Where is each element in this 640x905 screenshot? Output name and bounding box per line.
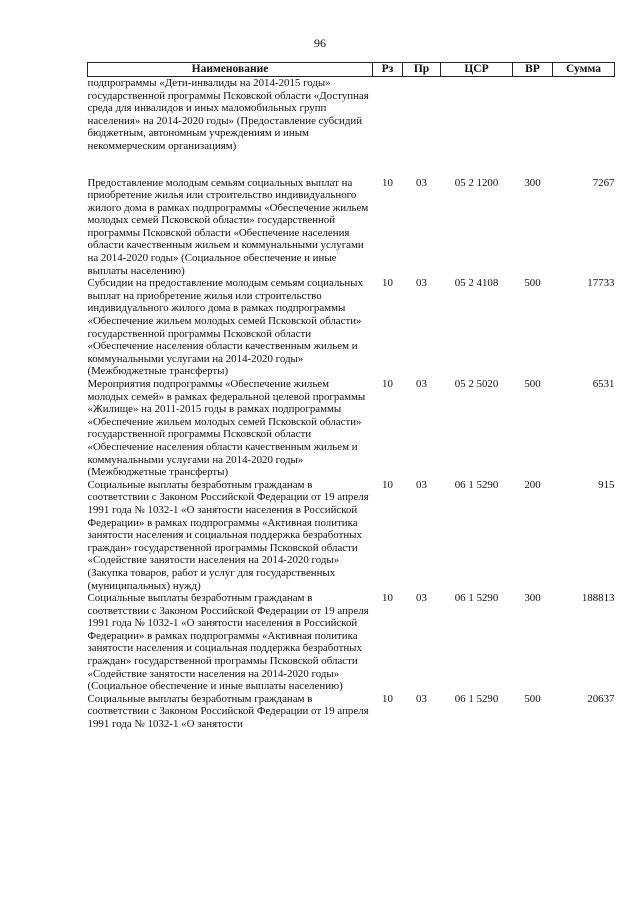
row-name: подпрограммы «Дети-инвалиды на 2014-2015 годы» государственной программы Псковской области «Доступная среда для инвалидов и иных маломобильных групп населения» на 2014-2020 годы» (Предоставление субсидий бюджетным, автономным учреждениям и иным некоммерческим организациям): [87, 77, 369, 152]
column-header-name: Наименование: [88, 63, 373, 77]
row-name: Предоставление молодым семьям социальных выплат на приобретение жилья или строительство индивидуального жилого дома в рамках подпрограммы «Обеспечение жильем молодых семей Псковской области» государственной программы Псковской области «Обеспечение населения области качественным жильем и коммунальными услугами на 2014-2020 годы» (Социальное обеспечение и иные выплаты населению): [87, 176, 369, 277]
row-pr: 03: [416, 277, 427, 290]
row-rz: [373, 77, 403, 177]
column-header-csr: ЦСР: [441, 63, 513, 77]
table-row: [88, 592, 615, 693]
row-sum: 20637: [587, 692, 615, 705]
table-row: [88, 177, 615, 278]
row-csr: [441, 77, 513, 177]
column-header-sum: Сумма: [553, 63, 615, 77]
row-vr: 300: [524, 592, 541, 605]
row-pr: 03: [416, 478, 427, 491]
row-sum: 915: [598, 478, 615, 491]
table-row: [88, 479, 615, 592]
row-vr: 500: [524, 378, 541, 390]
row-csr: 05 2 1200: [454, 176, 499, 189]
row-name: Социальные выплаты безработным гражданам в соответствии с Законом Российской Федерации от 19 апреля 1991 года № 1032-1 «О занятости населения в Российской Федерации» в рамках подпрограммы «Активная политика занятости населения и социальная поддержка безработных граждан» государственной программы Псковской области «Содействие занятости населения на 2014-2020 годы» (Закупка товаров, работ и услуг для государственных (муниципальных) нужд): [87, 478, 369, 592]
row-csr: 06 1 5290: [454, 592, 499, 605]
budget-table: [87, 62, 615, 731]
column-header-rz: Рз: [373, 63, 403, 77]
row-pr: 03: [416, 592, 427, 605]
row-name: Мероприятия подпрограммы «Обеспечение жильем молодых семей» в рамках федеральной целевой программы «Жилище» на 2011-2015 годы в рамках подпрограммы «Обеспечение жильем молодых семей Псковской области» государственной программы Псковской области «Обеспечение населения области качественным жильем и коммунальными услугами на 2014-2020 годы» (Межбюджетные трансферты): [87, 378, 366, 479]
table-row: [88, 378, 615, 479]
row-vr: 200: [524, 478, 541, 491]
row-rz: 10: [382, 378, 393, 390]
row-pr: 03: [416, 176, 427, 189]
row-sum: 6531: [592, 378, 615, 390]
row-vr: 500: [524, 692, 541, 705]
row-vr: [513, 77, 553, 177]
row-rz: 10: [382, 176, 393, 189]
row-sum: 188813: [581, 592, 615, 605]
row-rz: 10: [382, 692, 393, 705]
row-vr: 500: [524, 277, 541, 290]
row-pr: [403, 77, 441, 177]
row-pr: 03: [416, 378, 427, 390]
row-pr: 03: [416, 692, 427, 705]
row-name: Социальные выплаты безработным гражданам в соответствии с Законом Российской Федерации от 19 апреля 1991 года № 1032-1 «О занятости населения в Российской Федерации» в рамках подпрограммы «Активная политика занятости населения и социальная поддержка безработных граждан» государственной программы Псковской области «Содействие занятости населения на 2014-2020 годы» (Социальное обеспечение и иные выплаты населению): [87, 592, 369, 693]
row-rz: 10: [382, 478, 393, 491]
row-rz: 10: [382, 277, 393, 290]
table-header-row: [88, 63, 615, 77]
table-row: [88, 693, 615, 731]
row-vr: 300: [524, 176, 541, 189]
column-header-pr: Пр: [403, 63, 441, 77]
row-name: Субсидии на предоставление молодым семьям социальных выплат на приобретение жилья или строительство индивидуального жилого дома в рамках подпрограммы «Обеспечение жильем молодых семей Псковской области» государственной программы Псковской области «Обеспечение населения области качественным жильем и коммунальными услугами на 2014-2020 годы» (Межбюджетные трансферты): [87, 277, 363, 378]
row-csr: 06 1 5290: [454, 692, 499, 705]
row-rz: 10: [382, 592, 393, 605]
table-row: [88, 277, 615, 378]
row-csr: 06 1 5290: [454, 478, 499, 491]
row-csr: 05 2 4108: [454, 277, 499, 290]
row-name: Социальные выплаты безработным гражданам в соответствии с Законом Российской Федерации от 19 апреля 1991 года № 1032-1 «О занятости: [87, 692, 369, 731]
page-number: 96: [314, 36, 326, 50]
row-csr: 05 2 5020: [454, 378, 499, 390]
row-sum: [553, 77, 615, 177]
row-sum: 17733: [587, 277, 615, 290]
table-row: [88, 77, 615, 177]
row-sum: 7267: [592, 176, 615, 189]
column-header-vr: ВР: [513, 63, 553, 77]
